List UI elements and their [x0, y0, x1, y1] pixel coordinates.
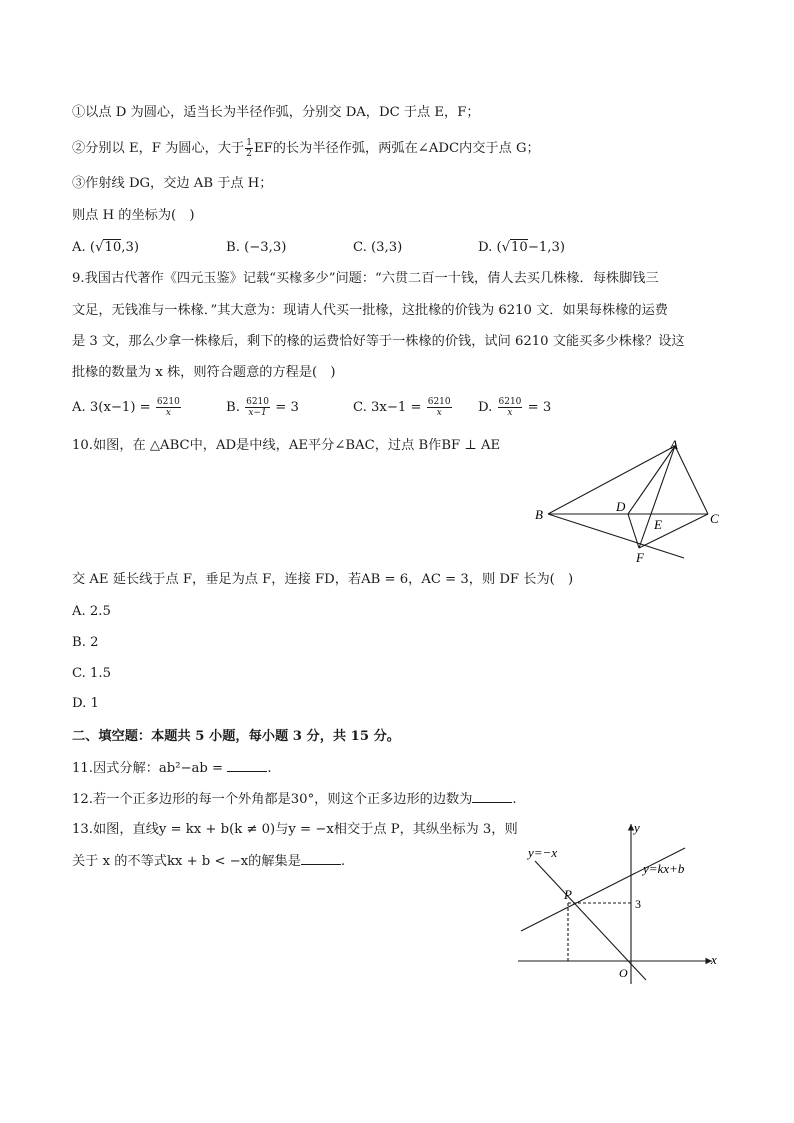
label-A: A [670, 437, 678, 452]
q10-triangle-figure [528, 436, 728, 568]
half-fraction: $\frac{1}{2}$ [246, 138, 252, 159]
q8-question: 则点 H 的坐标为( ) [72, 208, 195, 223]
q11: 11.因式分解：ab²−ab = . [72, 761, 272, 776]
q9-option-a[interactable]: A. 3(x−1) = $\frac{6210}{x}$ [72, 397, 180, 418]
q8-step1: ①以点 D 为圆心，适当长为半径作弧，分别交 DA，DC 于点 E，F； [72, 105, 480, 120]
q8-option-b[interactable]: B. (−3,3) [226, 240, 287, 255]
q9-option-d[interactable]: D. $\frac{6210}{x}$ = 3 [478, 397, 552, 418]
q10-line1: 10.如图，在 △ABC中，AD是中线，AE平分∠BAC，过点 B作BF ⊥ AE [72, 438, 501, 453]
q8-option-a[interactable]: A. (√10,3) [72, 240, 139, 255]
label-y-axis: y [634, 820, 640, 835]
label-D: D [616, 499, 626, 514]
q12: 12.若一个正多边形的每一个外角都是30°，则这个正多边形的边数为 . [72, 792, 517, 807]
label-three: 3 [635, 897, 641, 911]
q9-line3: 是 3 文，那么少拿一株椽后，剩下的椽的运费恰好等于一株椽的价钱，试问 6210 文能买多少株椽？设这 [72, 334, 685, 349]
q8-step3: ③作射线 DG，交边 AB 于点 H； [72, 176, 273, 191]
q10-option-c[interactable]: C. 1.5 [72, 666, 111, 681]
q10-line2: 交 AE 延长线于点 F，垂足为点 F，连接 FD，若AB = 6，AC = 3，则 DF 长为( ) [72, 572, 574, 587]
label-line-kx-b: y=kx+b [643, 861, 685, 876]
q11-answer-blank[interactable] [227, 759, 267, 772]
label-E: E [654, 517, 662, 532]
q8-option-c[interactable]: C. (3,3) [353, 240, 403, 255]
label-B: B [535, 507, 543, 522]
q10-option-d[interactable]: D. 1 [72, 696, 99, 711]
q9-option-c[interactable]: C. 3x−1 = $\frac{6210}{x}$ [353, 397, 451, 418]
seg-DF [628, 514, 639, 548]
label-F: F [636, 550, 644, 565]
q9-line1: 9.我国古代著作《四元玉鉴》记载“买椽多少”问题：“六贯二百一十钱，倩人去买几株椽．每株脚钱三 [72, 271, 659, 286]
label-P: P [564, 887, 572, 902]
q13-line1: 13.如图，直线y = kx + b(k ≠ 0)与y = −x相交于点 P，其纵坐标为 3，则 [72, 822, 518, 837]
q8-option-d[interactable]: D. (√10−1,3) [478, 240, 565, 255]
q13-coordinate-figure [512, 816, 726, 990]
label-C: C [710, 511, 719, 526]
q13-line2: 关于 x 的不等式kx + b < −x的解集是 . [72, 854, 346, 869]
q10-option-a[interactable]: A. 2.5 [72, 604, 111, 619]
label-origin: O [619, 966, 628, 980]
label-line-neg-x: y=−x [528, 845, 558, 860]
q9-option-b[interactable]: B. $\frac{6210}{x-1}$ = 3 [226, 397, 299, 418]
q13-answer-blank[interactable] [301, 852, 341, 865]
q8-step2: ②分别以 E，F 为圆心，大于 $\frac{1}{2}$ EF的长为半径作弧，两弧在∠ADC内交于点 G； [72, 138, 540, 159]
label-x-axis: x [711, 952, 717, 967]
seg-AB [548, 446, 675, 514]
section-2-title: 二、填空题：本题共 5 小题，每小题 3 分，共 15 分。 [72, 729, 400, 744]
q12-answer-blank[interactable] [472, 790, 512, 803]
q10-option-b[interactable]: B. 2 [72, 635, 99, 650]
q9-line2: 文足，无钱准与一株椽．”其大意为：现请人代买一批椽，这批椽的价钱为 6210 文．如果每株椽的运费 [72, 303, 668, 318]
seg-AC [675, 446, 708, 514]
q9-line4: 批椽的数量为 x 株，则符合题意的方程是( ) [72, 365, 336, 380]
line-y-neg-x [535, 861, 646, 980]
seg-AD [628, 446, 675, 514]
